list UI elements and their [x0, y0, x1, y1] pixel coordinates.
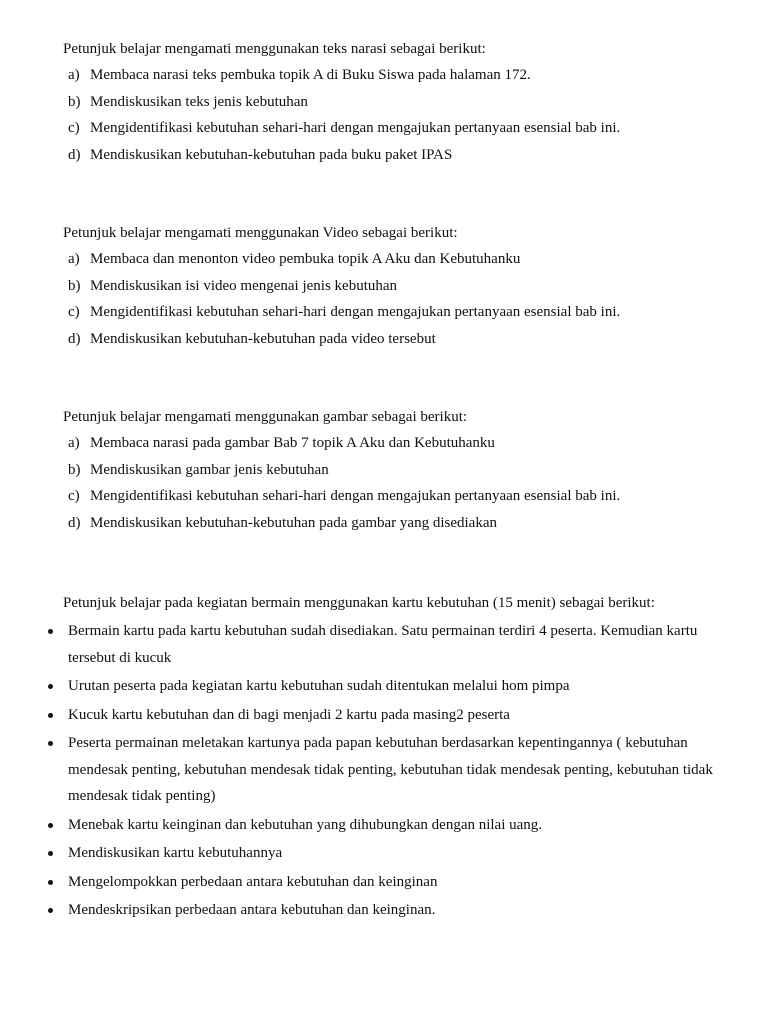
section-picture — [63, 404, 723, 536]
bullet-list — [63, 618, 723, 924]
section-card-game — [63, 590, 723, 926]
list-marker: d) — [68, 330, 81, 347]
bullet-icon — [48, 908, 53, 913]
list-item-text: Mendiskusikan kebutuhan-kebutuhan pada gambar yang disediakan — [90, 514, 497, 531]
list-item-text: Mendiskusikan teks jenis kebutuhan — [90, 93, 308, 110]
bullet-text: Kucuk kartu kebutuhan dan di bagi menjadi 2 kartu pada masing2 peserta — [68, 706, 510, 723]
list-marker: c) — [68, 120, 80, 136]
list-marker: d) — [68, 146, 81, 163]
bullet-item — [63, 897, 723, 924]
list-item-text: Mengidentifikasi kebutuhan sehari-hari dengan mengajukan pertanyaan esensial bab ini. — [90, 488, 621, 504]
section-intro: Petunjuk belajar mengamati menggunakan teks narasi sebagai berikut: — [63, 41, 486, 57]
bullet-item — [63, 869, 723, 896]
list-item — [63, 457, 723, 484]
bullet-text: Urutan peserta pada kegiatan kartu kebutuhan sudah ditentukan melalui hom pimpa — [68, 678, 570, 694]
bullet-icon — [48, 823, 53, 828]
list-marker: b) — [68, 277, 81, 294]
bullet-text: Mengelompokkan perbedaan antara kebutuhan dan keinginan — [68, 873, 438, 890]
list-item-text: Mendiskusikan kebutuhan-kebutuhan pada video tersebut — [90, 330, 436, 347]
list-item — [63, 62, 723, 89]
section-intro: Petunjuk belajar pada kegiatan bermain menggunakan kartu kebutuhan (15 menit) sebagai berikut: — [63, 595, 655, 611]
list-item — [63, 510, 723, 537]
instruction-list — [63, 62, 723, 168]
bullet-item — [63, 812, 723, 839]
list-item — [63, 273, 723, 300]
list-marker: a) — [68, 251, 80, 267]
bullet-text: Bermain kartu pada kartu kebutuhan sudah disediakan. Satu permainan terdiri 4 peserta. Kemudian kartu tersebut di kucuk — [68, 623, 698, 666]
list-item — [63, 483, 723, 510]
bullet-icon — [48, 880, 53, 885]
list-item-text: Mengidentifikasi kebutuhan sehari-hari dengan mengajukan pertanyaan esensial bab ini. — [90, 304, 621, 320]
section-intro: Petunjuk belajar mengamati menggunakan gambar sebagai berikut: — [63, 409, 468, 425]
bullet-text: Peserta permainan meletakan kartunya pada papan kebutuhan berdasarkan kepentingannya ( kebutuhan mendesak penting, kebutuhan mendesak tidak penting, kebutuhan tidak mendesak penting, kebutuhan tidak mendesak tidak penting) — [68, 735, 713, 804]
bullet-icon — [48, 713, 53, 718]
list-item-text: Membaca narasi pada gambar Bab 7 topik A Aku dan Kebutuhanku — [90, 435, 495, 451]
list-item — [63, 430, 723, 457]
instruction-list — [63, 430, 723, 536]
bullet-text: Mendeskripsikan perbedaan antara kebutuhan dan keinginan. — [68, 902, 436, 918]
bullet-text: Mendiskusikan kartu kebutuhannya — [68, 845, 283, 861]
list-item-text: Mendiskusikan isi video mengenai jenis kebutuhan — [90, 277, 398, 294]
list-item — [63, 246, 723, 273]
list-item — [63, 299, 723, 326]
list-marker: a) — [68, 435, 80, 451]
list-marker: b) — [68, 461, 81, 478]
list-item-text: Membaca dan menonton video pembuka topik A Aku dan Kebutuhanku — [90, 251, 521, 267]
list-item — [63, 89, 723, 116]
list-marker: b) — [68, 93, 81, 110]
list-item-text: Mendiskusikan gambar jenis kebutuhan — [90, 461, 329, 478]
bullet-icon — [48, 684, 53, 689]
list-item-text: Membaca narasi teks pembuka topik A di Buku Siswa pada halaman 172. — [90, 67, 531, 83]
instruction-list — [63, 246, 723, 352]
list-item-text: Mendiskusikan kebutuhan-kebutuhan pada buku paket IPAS — [90, 146, 453, 163]
bullet-item — [63, 840, 723, 867]
bullet-text: Menebak kartu keinginan dan kebutuhan yang dihubungkan dengan nilai uang. — [68, 816, 543, 833]
section-intro: Petunjuk belajar mengamati menggunakan Video sebagai berikut: — [63, 225, 458, 241]
bullet-item — [63, 730, 723, 810]
bullet-icon — [48, 741, 53, 746]
bullet-item — [63, 618, 723, 671]
list-marker: a) — [68, 67, 80, 83]
list-marker: d) — [68, 514, 81, 531]
bullet-icon — [48, 629, 53, 634]
list-item-text: Mengidentifikasi kebutuhan sehari-hari dengan mengajukan pertanyaan esensial bab ini. — [90, 120, 621, 136]
bullet-item — [63, 702, 723, 729]
section-text-narration — [63, 36, 723, 168]
list-marker: c) — [68, 488, 80, 504]
list-item — [63, 326, 723, 353]
list-marker: c) — [68, 304, 80, 320]
list-item — [63, 115, 723, 142]
bullet-icon — [48, 851, 53, 856]
list-item — [63, 142, 723, 169]
section-video — [63, 220, 723, 352]
bullet-item — [63, 673, 723, 700]
